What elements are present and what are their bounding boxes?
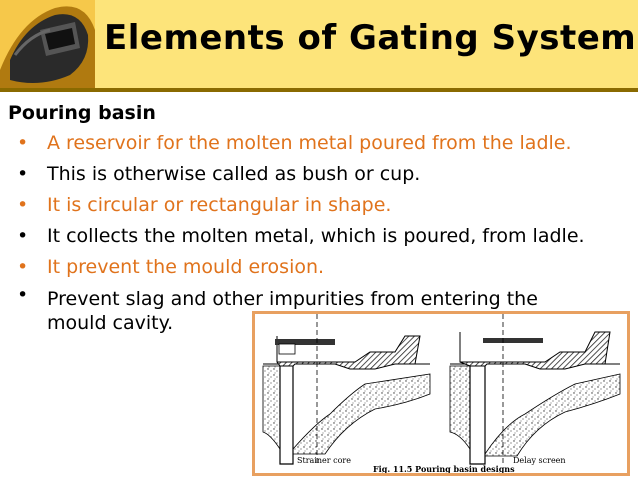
bullet-text: This is otherwise called as bush or cup. <box>47 163 421 185</box>
pouring-basin-diagram <box>255 314 627 473</box>
bullet-item <box>0 159 620 190</box>
pouring-basin-figure <box>252 311 630 476</box>
slide-title: Elements of Gating System <box>104 18 637 58</box>
bullet-text: Prevent slag and other impurities from entering the mould cavity. <box>47 288 538 334</box>
bullet-text: It collects the molten metal, which is poured, from ladle. <box>47 225 585 247</box>
figure-caption: Fig. 11.5 Pouring basin designs <box>373 464 515 473</box>
bullet-item <box>0 252 620 283</box>
delay-screen-label: Delay screen <box>513 456 566 465</box>
bullet-dot: • <box>17 194 29 216</box>
bullet-dot: • <box>17 225 29 247</box>
bullet-item <box>0 128 620 159</box>
bullet-text: It is circular or rectangular in shape. <box>47 194 392 216</box>
header-divider <box>0 88 638 92</box>
bullet-text: It prevent the mould erosion. <box>47 256 325 278</box>
bullet-list <box>0 128 620 335</box>
delay-screen-diagram <box>450 314 620 464</box>
welder-mask-icon <box>0 0 95 88</box>
bullet-item <box>0 221 620 252</box>
bullet-dot: • <box>17 284 29 306</box>
section-subheading: Pouring basin <box>8 102 156 124</box>
bullet-item <box>0 190 620 221</box>
bullet-dot: • <box>17 256 29 278</box>
bullet-dot: • <box>17 132 29 154</box>
strainer-core-diagram <box>263 314 430 464</box>
strainer-core-label: Strainer core <box>297 456 351 465</box>
bullet-text: A reservoir for the molten metal poured from the ladle. <box>47 132 572 154</box>
bullet-dot: • <box>17 163 29 185</box>
